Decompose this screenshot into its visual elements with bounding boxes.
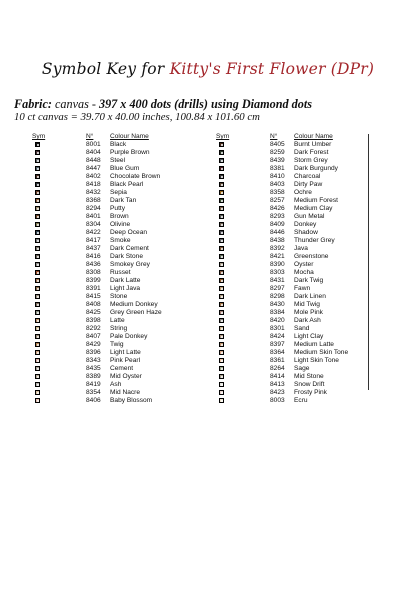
colour-swatch-icon (35, 334, 40, 339)
colour-name: Thunder Grey (294, 237, 335, 244)
colour-number: 8401 (86, 213, 101, 220)
colour-name: Grey Green Haze (110, 309, 162, 316)
colour-swatch-icon (35, 318, 40, 323)
colour-number: 8447 (86, 165, 101, 172)
colour-name: Pale Donkey (110, 333, 148, 340)
colour-name: Dark Latte (110, 277, 141, 284)
colour-number: 8439 (270, 157, 285, 164)
colour-name: Russet (110, 269, 131, 276)
colour-name: Smoke (110, 237, 131, 244)
colour-number: 8408 (86, 301, 101, 308)
header-sym: Sym (32, 133, 46, 140)
colour-number: 8398 (86, 317, 101, 324)
colour-number: 8384 (270, 309, 285, 316)
colour-swatch-icon (219, 150, 224, 155)
colour-number: 8402 (86, 173, 101, 180)
colour-name: Pink Pearl (110, 357, 141, 364)
colour-name: Smokey Grey (110, 261, 150, 268)
colour-number: 8436 (86, 261, 101, 268)
colour-name: Dark Linen (294, 293, 326, 300)
colour-swatch-icon (219, 342, 224, 347)
fabric-text: canvas - (51, 97, 99, 111)
colour-name: Shadow (294, 229, 318, 236)
colour-number: 8264 (270, 365, 285, 372)
colour-swatch-icon (35, 278, 40, 283)
colour-swatch-icon (219, 190, 224, 195)
colour-name: Sepia (110, 189, 127, 196)
colour-number: 8430 (270, 301, 285, 308)
colour-number: 8406 (86, 397, 101, 404)
colour-swatch-icon (35, 166, 40, 171)
colour-name: Twig (110, 341, 124, 348)
colour-name: Java (294, 245, 308, 252)
fabric-line (14, 97, 312, 112)
colour-name: Oyster (294, 261, 314, 268)
colour-swatch-icon (219, 294, 224, 299)
colour-number: 8423 (270, 389, 285, 396)
colour-number: 8391 (86, 285, 101, 292)
colour-name: Light Java (110, 285, 141, 292)
colour-number: 8424 (270, 333, 285, 340)
colour-name: Ash (110, 381, 122, 388)
colour-swatch-icon (219, 174, 224, 179)
colour-number: 8358 (270, 189, 285, 196)
colour-name: Fawn (294, 285, 311, 292)
colour-number: 8431 (270, 277, 285, 284)
colour-swatch-icon (219, 142, 224, 147)
colour-name: Burnt Umber (294, 141, 332, 148)
colour-number: 8003 (270, 397, 285, 404)
colour-number: 8413 (270, 381, 285, 388)
colour-number: 8390 (270, 261, 285, 268)
colour-number: 8409 (270, 221, 285, 228)
colour-swatch-icon (35, 190, 40, 195)
colour-swatch-icon (219, 230, 224, 235)
colour-name: Frosty Pink (294, 389, 327, 396)
colour-name: Putty (110, 205, 126, 212)
colour-name: Mole Pink (294, 309, 323, 316)
colour-number: 8415 (86, 293, 101, 300)
colour-name: Ecru (294, 397, 308, 404)
colour-number: 8422 (86, 229, 101, 236)
colour-name: Dark Forest (294, 149, 329, 156)
colour-name: Chocolate Brown (110, 173, 161, 180)
colour-name: Snow Drift (294, 381, 325, 388)
colour-swatch-icon (219, 278, 224, 283)
colour-name: Dirty Paw (294, 181, 323, 188)
canvas-size-line: 10 ct canvas = 39.70 x 40.00 inches, 100.84 x 101.60 cm (14, 111, 260, 123)
colour-number: 8381 (270, 165, 285, 172)
colour-number: 8257 (270, 197, 285, 204)
colour-number: 8354 (86, 389, 101, 396)
colour-number: 8259 (270, 149, 285, 156)
colour-name: Gun Metal (294, 213, 325, 220)
colour-name: Light Clay (294, 333, 324, 340)
colour-swatch-icon (219, 398, 224, 403)
colour-swatch-icon (35, 390, 40, 395)
colour-swatch-icon (35, 326, 40, 331)
colour-swatch-icon (35, 302, 40, 307)
colour-swatch-icon (219, 350, 224, 355)
colour-number: 8292 (86, 325, 101, 332)
colour-swatch-icon (219, 262, 224, 267)
colour-swatch-icon (35, 366, 40, 371)
colour-number: 8426 (270, 205, 285, 212)
pattern-name: Kitty's First Flower (DPr) (169, 60, 375, 78)
colour-number: 8446 (270, 229, 285, 236)
colour-swatch-icon (35, 158, 40, 163)
colour-number: 8448 (86, 157, 101, 164)
header-colour-name: Colour Name (294, 133, 333, 140)
colour-number: 8420 (270, 317, 285, 324)
colour-swatch-icon (219, 286, 224, 291)
colour-number: 8298 (270, 293, 285, 300)
colour-name: Sand (294, 325, 310, 332)
colour-swatch-icon (35, 310, 40, 315)
colour-swatch-icon (35, 270, 40, 275)
colour-swatch-icon (35, 286, 40, 291)
colour-number: 8294 (86, 205, 101, 212)
colour-swatch-icon (219, 374, 224, 379)
colour-name: Black (110, 141, 127, 148)
colour-name: Medium Clay (294, 205, 333, 212)
colour-number: 8418 (86, 181, 101, 188)
colour-name: Charcoal (294, 173, 321, 180)
colour-number: 8407 (86, 333, 101, 340)
colour-name: Light Latte (110, 349, 141, 356)
colour-name: Mid Twig (294, 301, 320, 308)
colour-number: 8389 (86, 373, 101, 380)
colour-name: Dark Stone (110, 253, 143, 260)
colour-number: 8293 (270, 213, 285, 220)
colour-number: 8429 (86, 341, 101, 348)
colour-number: 8410 (270, 173, 285, 180)
colour-name: Blue Gum (110, 165, 140, 172)
colour-number: 8304 (86, 221, 101, 228)
colour-swatch-icon (219, 310, 224, 315)
colour-number: 8399 (86, 277, 101, 284)
fabric-dimensions: 397 x 400 dots (drills) using Diamond dots (98, 97, 312, 111)
colour-name: Deep Ocean (110, 229, 148, 236)
colour-name: Ochre (294, 189, 312, 196)
colour-name: Mid Oyster (110, 373, 142, 380)
colour-number: 8361 (270, 357, 285, 364)
colour-swatch-icon (219, 318, 224, 323)
colour-swatch-icon (35, 238, 40, 243)
colour-number: 8297 (270, 285, 285, 292)
colour-swatch-icon (35, 246, 40, 251)
colour-name: Mid Nacre (110, 389, 141, 396)
header-number: N° (270, 133, 278, 140)
colour-name: Purple Brown (110, 149, 150, 156)
colour-name: Medium Donkey (110, 301, 158, 308)
colour-name: Dark Tan (110, 197, 137, 204)
colour-number: 8438 (270, 237, 285, 244)
colour-swatch-icon (35, 374, 40, 379)
colour-swatch-icon (219, 366, 224, 371)
colour-name: Black Pearl (110, 181, 144, 188)
colour-name: Stone (110, 293, 128, 300)
colour-swatch-icon (35, 294, 40, 299)
colour-swatch-icon (35, 142, 40, 147)
header-number: N° (86, 133, 94, 140)
colour-number: 8435 (86, 365, 101, 372)
colour-name: Medium Forest (294, 197, 338, 204)
colour-swatch-icon (219, 390, 224, 395)
colour-swatch-icon (219, 358, 224, 363)
colour-name: Dark Ash (294, 317, 321, 324)
colour-name: Mid Stone (294, 373, 324, 380)
colour-name: Medium Latte (294, 341, 334, 348)
colour-swatch-icon (35, 254, 40, 259)
colour-number: 8392 (270, 245, 285, 252)
colour-number: 8308 (86, 269, 101, 276)
colour-swatch-icon (219, 334, 224, 339)
colour-number: 8397 (270, 341, 285, 348)
colour-number: 8303 (270, 269, 285, 276)
colour-swatch-icon (219, 382, 224, 387)
colour-number: 8343 (86, 357, 101, 364)
colour-swatch-icon (35, 150, 40, 155)
colour-swatch-icon (219, 214, 224, 219)
colour-name: Dark Twig (294, 277, 324, 284)
colour-swatch-icon (35, 350, 40, 355)
colour-number: 8368 (86, 197, 101, 204)
colour-swatch-icon (219, 302, 224, 307)
colour-swatch-icon (35, 262, 40, 267)
colour-swatch-icon (35, 198, 40, 203)
page-title (0, 60, 416, 78)
colour-swatch-icon (35, 342, 40, 347)
colour-swatch-icon (219, 198, 224, 203)
colour-swatch-icon (219, 222, 224, 227)
fabric-label: Fabric: (14, 97, 52, 111)
header-colour-name: Colour Name (110, 133, 149, 140)
colour-number: 8414 (270, 373, 285, 380)
colour-number: 8403 (270, 181, 285, 188)
colour-swatch-icon (35, 382, 40, 387)
colour-swatch-icon (35, 358, 40, 363)
colour-swatch-icon (35, 214, 40, 219)
colour-name: Storm Grey (294, 157, 328, 164)
colour-swatch-icon (219, 238, 224, 243)
colour-swatch-icon (35, 182, 40, 187)
colour-swatch-icon (35, 398, 40, 403)
colour-number: 8419 (86, 381, 101, 388)
colour-swatch-icon (219, 326, 224, 331)
colour-name: String (110, 325, 128, 332)
colour-number: 8404 (86, 149, 101, 156)
colour-number: 8001 (86, 141, 101, 148)
colour-name: Brown (110, 213, 129, 220)
colour-swatch-icon (35, 174, 40, 179)
colour-name: Latte (110, 317, 125, 324)
colour-swatch-icon (35, 230, 40, 235)
header-sym: Sym (216, 133, 230, 140)
colour-number: 8417 (86, 237, 101, 244)
colour-swatch-icon (219, 254, 224, 259)
colour-name: Steel (110, 157, 126, 164)
colour-name: Greenstone (294, 253, 329, 260)
colour-number: 8405 (270, 141, 285, 148)
colour-name: Sage (294, 365, 310, 372)
colour-swatch-icon (219, 270, 224, 275)
colour-name: Olivine (110, 221, 131, 228)
colour-name: Mocha (294, 269, 314, 276)
colour-swatch-icon (219, 246, 224, 251)
colour-number: 8364 (270, 349, 285, 356)
colour-swatch-icon (219, 166, 224, 171)
colour-swatch-icon (35, 206, 40, 211)
colour-name: Dark Burgundy (294, 165, 338, 172)
colour-name: Medium Skin Tone (294, 349, 349, 356)
colour-number: 8425 (86, 309, 101, 316)
colour-name: Light Skin Tone (294, 357, 339, 364)
colour-number: 8421 (270, 253, 285, 260)
colour-name: Baby Blossom (110, 397, 153, 404)
colour-swatch-icon (35, 222, 40, 227)
colour-number: 8416 (86, 253, 101, 260)
colour-swatch-icon (219, 182, 224, 187)
colour-name: Cement (110, 365, 134, 372)
colour-swatch-icon (219, 206, 224, 211)
colour-name: Dark Cement (110, 245, 149, 252)
title-lead: Symbol Key for (41, 60, 165, 78)
column-divider (368, 134, 369, 390)
colour-number: 8396 (86, 349, 101, 356)
colour-number: 8301 (270, 325, 285, 332)
colour-swatch-icon (219, 158, 224, 163)
colour-name: Donkey (294, 221, 317, 228)
colour-number: 8432 (86, 189, 101, 196)
colour-number: 8437 (86, 245, 101, 252)
